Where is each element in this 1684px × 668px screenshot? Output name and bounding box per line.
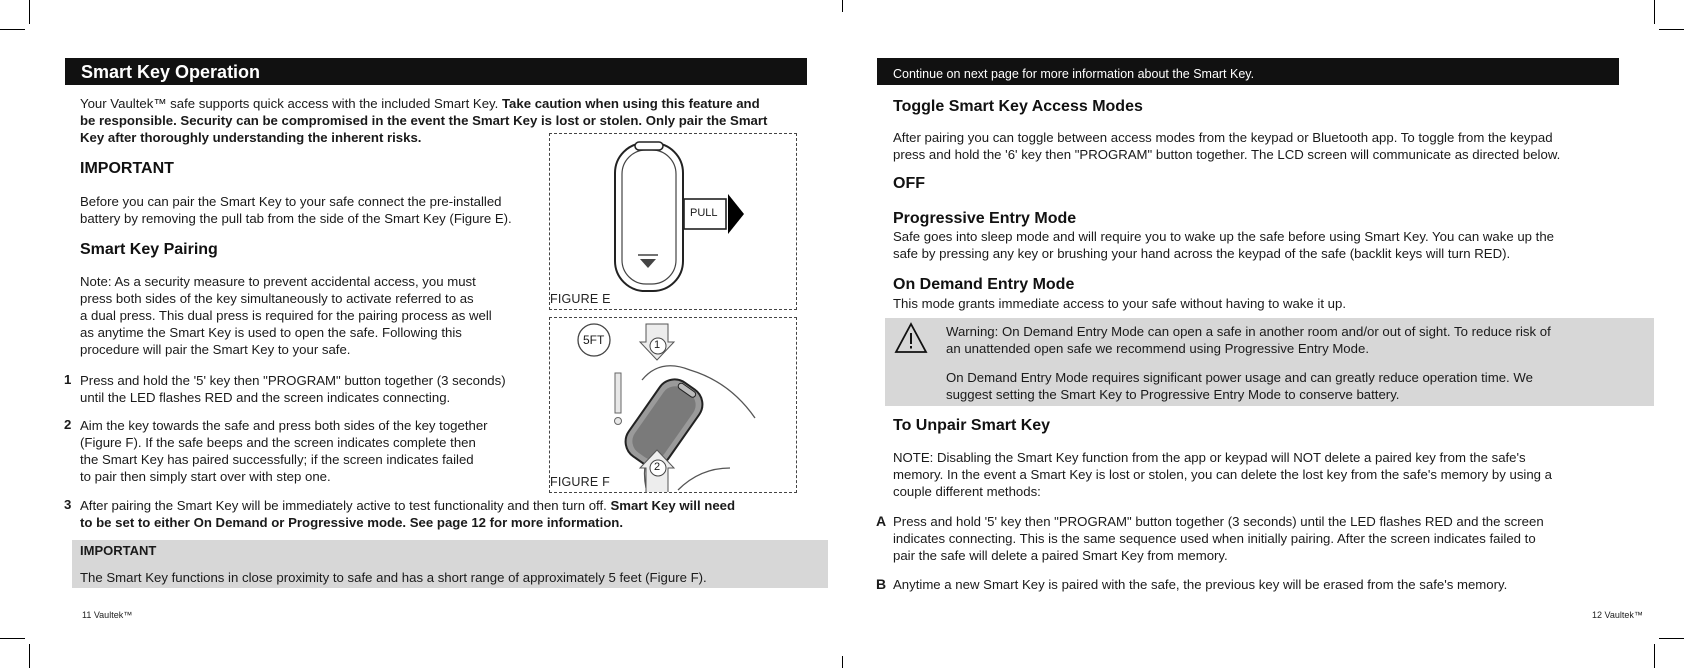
important-box: [72, 540, 828, 588]
toggle-paragraph: After pairing you can toggle between access modes from the keypad or Bluetooth app. To toggle from the keypad press and hold the '6' key then "PROGRAM" button together. The LCD screen will communicate as directed below.: [893, 130, 1561, 162]
continue-note: Continue on next page for more information about the Smart Key.: [893, 67, 1255, 81]
step-number: 2: [64, 417, 72, 432]
power-usage-text: On Demand Entry Mode requires significant power usage and can greatly reduce operation time. We suggest setting the Smart Key to Progressive Entry Mode to conserve battery.: [946, 370, 1533, 402]
intro-paragraph: Your Vaultek™ safe supports quick access with the included Smart Key. Take caution when using this feature and be responsible. Security can be compromised in the event the Smart Key is lost or stolen. Only pair the Smart Key after thoroughly understanding the inherent risks.: [80, 96, 768, 145]
unpair-paragraph: NOTE: Disabling the Smart Key function from the app or keypad will NOT delete a paired key from the safe's memory. In the event a Smart Key is lost or stolen, you can delete the lost key from the safe's memory by using a couple different methods:: [893, 450, 1553, 499]
distance-label: 5FT: [583, 333, 605, 347]
step-1-text: Press and hold the '5' key then "PROGRAM" button together (3 seconds) until the LED flashes RED and the screen indicates connecting.: [80, 373, 506, 405]
warning-triangle-icon: [894, 322, 928, 354]
ondemand-paragraph: This mode grants immediate access to your safe without having to wake it up.: [893, 296, 1346, 311]
important-heading: IMPORTANT: [80, 160, 174, 177]
page-number: 11 Vaultek™: [82, 610, 133, 620]
warning-text: Warning: On Demand Entry Mode can open a safe in another room and/or out of sight. To reduce risk of an unattended open safe we recommend using Progressive Entry Mode.: [946, 324, 1551, 356]
important-box-text: The Smart Key functions in close proximity to safe and has a short range of approximately 5 feet (Figure F).: [80, 570, 707, 585]
method-letter: B: [876, 576, 887, 592]
warning-box: [885, 318, 1654, 406]
step-number: 3: [64, 497, 72, 512]
pull-tab-label: PULL: [690, 207, 718, 219]
ondemand-heading: On Demand Entry Mode: [893, 276, 1075, 293]
important-paragraph: Before you can pair the Smart Key to your safe connect the pre-installed battery by removing the pull tab from the side of the Smart Key (Figure E).: [80, 194, 512, 226]
off-heading: OFF: [893, 175, 925, 192]
pairing-heading: Smart Key Pairing: [80, 241, 218, 258]
step-3-text: After pairing the Smart Key will be immediately active to test functionality and then turn off. Smart Key will need to be set to either On Demand or Progressive mode. See page 12 for more information.: [80, 498, 736, 530]
pairing-note: Note: As a security measure to prevent accidental access, you must press both sides of the key simultaneously to activate referred to as a dual press. This dual press is required for the pairing process as well as anytime the Smart Key is used to open the safe. Following this procedure will pair the Smart Key to your safe.: [80, 274, 492, 357]
continue-header-bar: [877, 58, 1619, 85]
progressive-paragraph: Safe goes into sleep mode and will require you to wake up the safe before using Smart Key. You can wake up the safe by pressing any key or brushing your hand across the keypad of the safe (backlit keys will turn RED).: [893, 229, 1555, 261]
method-b-text: Anytime a new Smart Key is paired with the safe, the previous key will be erased from the safe's memory.: [893, 577, 1508, 592]
smart-key-fob-illustration: [550, 134, 796, 309]
figure-e-label: FIGURE E: [550, 292, 611, 306]
arrow-2-number: 2: [654, 461, 661, 473]
section-header-bar: [65, 58, 807, 85]
method-a-text: Press and hold '5' key then "PROGRAM" button together (3 seconds) until the LED flashes RED and the screen indicates connecting. This is the same sequence used when initially pairing. After the screen indicates failed to pair the safe will delete a paired Smart Key from memory.: [893, 514, 1544, 563]
page-number: 12 Vaultek™: [1592, 610, 1643, 620]
figure-e: [549, 133, 797, 310]
step-2-text: Aim the key towards the safe and press both sides of the key together (Figure F). If the safe beeps and the screen indicates complete then the Smart Key has paired successfully; if the screen indicates failed to pair then simply start over with step one.: [80, 418, 488, 484]
figure-f-label: FIGURE F: [550, 475, 610, 489]
arrow-1-number: 1: [654, 339, 661, 351]
unpair-heading: To Unpair Smart Key: [893, 417, 1051, 434]
step-number: 1: [64, 372, 72, 387]
toggle-heading: Toggle Smart Key Access Modes: [893, 98, 1143, 115]
method-letter: A: [876, 513, 887, 529]
progressive-heading: Progressive Entry Mode: [893, 210, 1077, 227]
section-title: Smart Key Operation: [81, 62, 261, 82]
figure-f: [549, 317, 797, 493]
important-box-heading: IMPORTANT: [80, 543, 157, 558]
page-12: [842, 0, 1684, 668]
